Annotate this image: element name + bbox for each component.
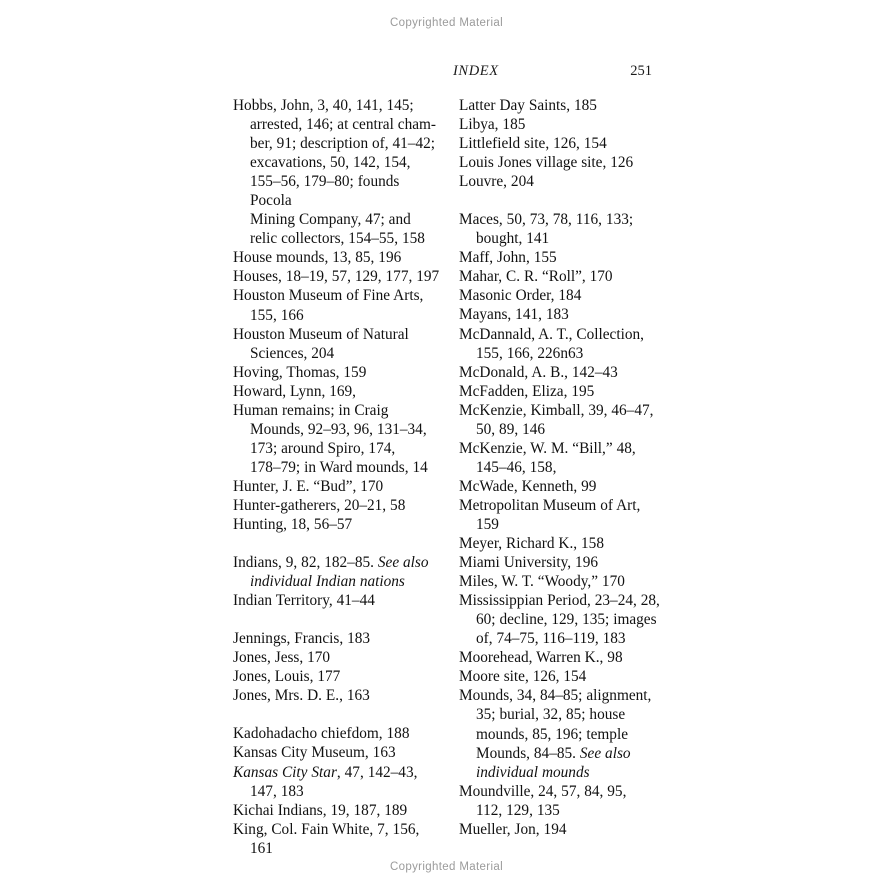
index-entry-text-run: Mounds, 84–85. — [476, 744, 580, 762]
index-entry — [233, 267, 442, 286]
index-entry-text-run: Kadohadacho chiefdom, 188 — [233, 725, 410, 743]
index-entry-text-run: McFadden, Eliza, 195 — [459, 382, 595, 400]
index-entry — [233, 401, 442, 477]
index-entry-text-run: Meyer, Richard K., 158 — [459, 535, 604, 553]
index-entry — [459, 210, 668, 248]
index-entry — [459, 553, 668, 572]
index-entry — [233, 382, 442, 401]
index-entry — [233, 648, 442, 667]
index-entry — [233, 477, 442, 496]
index-entry-text-run: Libya, 185 — [459, 116, 526, 134]
index-entry — [459, 496, 668, 534]
index-entry-text-run: Masonic Order, 184 — [459, 287, 582, 305]
index-entry — [459, 115, 668, 134]
index-entry-text-run: Indian Territory, 41–44 — [233, 592, 375, 610]
index-column-left — [233, 96, 442, 858]
index-entry-text-run: Jones, Louis, 177 — [233, 668, 341, 686]
index-entry — [459, 477, 668, 496]
index-entry — [459, 134, 668, 153]
index-entry-text-run: Hunter-gatherers, 20–21, 58 — [233, 496, 406, 514]
index-letter-gap — [233, 610, 442, 629]
index-entry-text-run: 112, 129, 135 — [476, 801, 560, 819]
index-entry-text-run: Miami University, 196 — [459, 554, 598, 572]
index-entry-text-run: King, Col. Fain White, 7, 156, — [233, 820, 420, 838]
index-entry-text-run: 178–79; in Ward mounds, 14 — [250, 458, 428, 476]
index-entry — [233, 96, 442, 248]
index-entry — [459, 439, 668, 477]
index-entry-text-run: Louis Jones village site, 126 — [459, 154, 634, 172]
index-letter-gap — [459, 191, 668, 210]
index-entry-text-run: excavations, 50, 142, 154, — [250, 154, 411, 172]
index-entry-text-run: 145–46, 158, — [476, 458, 557, 476]
index-entry — [459, 248, 668, 267]
index-entry — [233, 515, 442, 534]
index-columns — [233, 96, 668, 858]
index-entry — [233, 743, 442, 762]
index-entry-text-run: Mining Company, 47; and — [250, 211, 411, 229]
index-entry — [233, 801, 442, 820]
index-entry-text-run: 159 — [476, 515, 499, 533]
index-entry — [459, 172, 668, 191]
index-entry — [459, 667, 668, 686]
index-entry — [459, 401, 668, 439]
index-entry-text-run: Maces, 50, 73, 78, 116, 133; — [459, 211, 634, 229]
index-entry-text-run: Kichai Indians, 19, 187, 189 — [233, 801, 408, 819]
index-entry-text-run: ber, 91; description of, 41–42; — [250, 135, 436, 153]
copyright-watermark-top: Copyrighted Material — [389, 17, 504, 29]
index-entry-text-run: Moundville, 24, 57, 84, 95, — [459, 782, 627, 800]
index-entry — [233, 724, 442, 743]
index-entry — [459, 782, 668, 820]
index-entry-text-run: Jones, Jess, 170 — [233, 649, 331, 667]
index-entry — [459, 648, 668, 667]
index-entry — [459, 572, 668, 591]
index-entry-text-run: Mahar, C. R. “Roll”, 170 — [459, 268, 613, 286]
index-entry — [233, 667, 442, 686]
index-entry — [459, 305, 668, 324]
index-entry — [233, 763, 442, 801]
index-entry-italic-run: Kansas City Star — [233, 763, 337, 781]
index-entry-text-run: McKenzie, Kimball, 39, 46–47, — [459, 401, 654, 419]
index-entry — [459, 325, 668, 363]
index-entry-text-run: Houses, 18–19, 57, 129, 177, 197 — [233, 268, 440, 286]
index-entry-text-run: Hunting, 18, 56–57 — [233, 516, 353, 534]
index-entry-text-run: Hunter, J. E. “Bud”, 170 — [233, 477, 384, 495]
index-entry-text-run: Latter Day Saints, 185 — [459, 97, 597, 114]
index-entry-text-run: Moorehead, Warren K., 98 — [459, 649, 623, 667]
index-entry-text-run: 60; decline, 129, 135; images — [476, 611, 657, 629]
index-entry-text-run: McDannald, A. T., Collection, — [459, 325, 644, 343]
index-entry-text-run: 35; burial, 32, 85; house — [476, 706, 626, 724]
index-entry-text-run: 50, 89, 146 — [476, 420, 546, 438]
copyright-watermark-bottom: Copyrighted Material — [389, 861, 504, 873]
index-entry-italic-run: individual Indian nations — [250, 573, 405, 591]
index-entry — [459, 267, 668, 286]
index-entry-italic-run: See also — [377, 554, 429, 572]
index-entry-text-run: 147, 183 — [250, 782, 304, 800]
index-entry-text-run: Maff, John, 155 — [459, 249, 557, 267]
index-entry — [233, 820, 442, 858]
index-entry — [233, 553, 442, 591]
page-number: 251 — [630, 63, 652, 79]
index-column-right — [459, 96, 668, 858]
index-entry — [459, 153, 668, 172]
index-entry — [233, 629, 442, 648]
index-entry-text-run: Miles, W. T. “Woody,” 170 — [459, 573, 625, 591]
index-entry-text-run: Mounds, 34, 84–85; alignment, — [459, 687, 652, 705]
index-entry-text-run: Sciences, 204 — [250, 344, 335, 362]
index-entry — [233, 591, 442, 610]
index-entry-text-run: 155–56, 179–80; founds Pocola — [250, 173, 404, 210]
index-entry-text-run: Indians, 9, 82, 182–85. — [233, 554, 378, 572]
running-head — [453, 63, 668, 80]
index-entry-text-run: Human remains; in Craig — [233, 401, 389, 419]
index-entry — [233, 496, 442, 515]
index-entry-text-run: Louvre, 204 — [459, 173, 534, 191]
index-entry-text-run: 161 — [250, 839, 273, 857]
index-entry-text-run: Littlefield site, 126, 154 — [459, 135, 607, 153]
index-entry-text-run: Houston Museum of Natural — [233, 325, 409, 343]
index-entry — [459, 96, 668, 115]
index-entry-text-run: relic collectors, 154–55, 158 — [250, 230, 425, 248]
index-entry-text-run: Howard, Lynn, 169, — [233, 382, 356, 400]
index-entry-text-run: Hobbs, John, 3, 40, 141, 145; — [233, 97, 414, 114]
index-entry — [459, 591, 668, 648]
index-entry-text-run: Jones, Mrs. D. E., 163 — [233, 687, 370, 705]
index-entry-text-run: Jennings, Francis, 183 — [233, 630, 371, 648]
index-entry-text-run: McDonald, A. B., 142–43 — [459, 363, 618, 381]
index-entry — [459, 382, 668, 401]
index-entry-text-run: McWade, Kenneth, 99 — [459, 477, 597, 495]
index-entry — [233, 686, 442, 705]
index-entry — [233, 248, 442, 267]
index-entry — [233, 286, 442, 324]
index-entry — [233, 363, 442, 382]
index-entry-text-run: , 47, 142–43, — [336, 763, 418, 781]
index-entry-text-run: arrested, 146; at central cham- — [250, 116, 436, 134]
running-head-label: INDEX — [453, 63, 499, 79]
index-entry — [459, 686, 668, 781]
index-letter-gap — [233, 534, 442, 553]
index-entry-text-run: bought, 141 — [476, 230, 550, 248]
index-entry-italic-run: individual mounds — [476, 763, 590, 781]
index-entry-text-run: Metropolitan Museum of Art, — [459, 496, 641, 514]
index-entry-text-run: Mounds, 92–93, 96, 131–34, — [250, 420, 427, 438]
index-entry-text-run: 155, 166 — [250, 306, 304, 324]
index-entry — [459, 534, 668, 553]
index-entry-italic-run: See also — [579, 744, 631, 762]
index-entry-text-run: Mueller, Jon, 194 — [459, 820, 567, 838]
index-entry-text-run: Mississippian Period, 23–24, 28, — [459, 592, 660, 610]
index-entry-text-run: Houston Museum of Fine Arts, — [233, 287, 424, 305]
index-entry-text-run: Hoving, Thomas, 159 — [233, 363, 367, 381]
index-entry — [233, 325, 442, 363]
index-entry-text-run: Moore site, 126, 154 — [459, 668, 587, 686]
index-entry-text-run: of, 74–75, 116–119, 183 — [476, 630, 626, 648]
index-entry-text-run: Kansas City Museum, 163 — [233, 744, 396, 762]
index-entry-text-run: 155, 166, 226n63 — [476, 344, 584, 362]
index-letter-gap — [233, 705, 442, 724]
index-entry — [459, 286, 668, 305]
index-entry-text-run: Mayans, 141, 183 — [459, 306, 569, 324]
index-entry-text-run: House mounds, 13, 85, 196 — [233, 249, 402, 267]
index-entry-text-run: McKenzie, W. M. “Bill,” 48, — [459, 439, 636, 457]
index-entry-text-run: mounds, 85, 196; temple — [476, 725, 628, 743]
index-entry-text-run: 173; around Spiro, 174, — [250, 439, 396, 457]
index-entry — [459, 820, 668, 839]
index-entry — [459, 363, 668, 382]
